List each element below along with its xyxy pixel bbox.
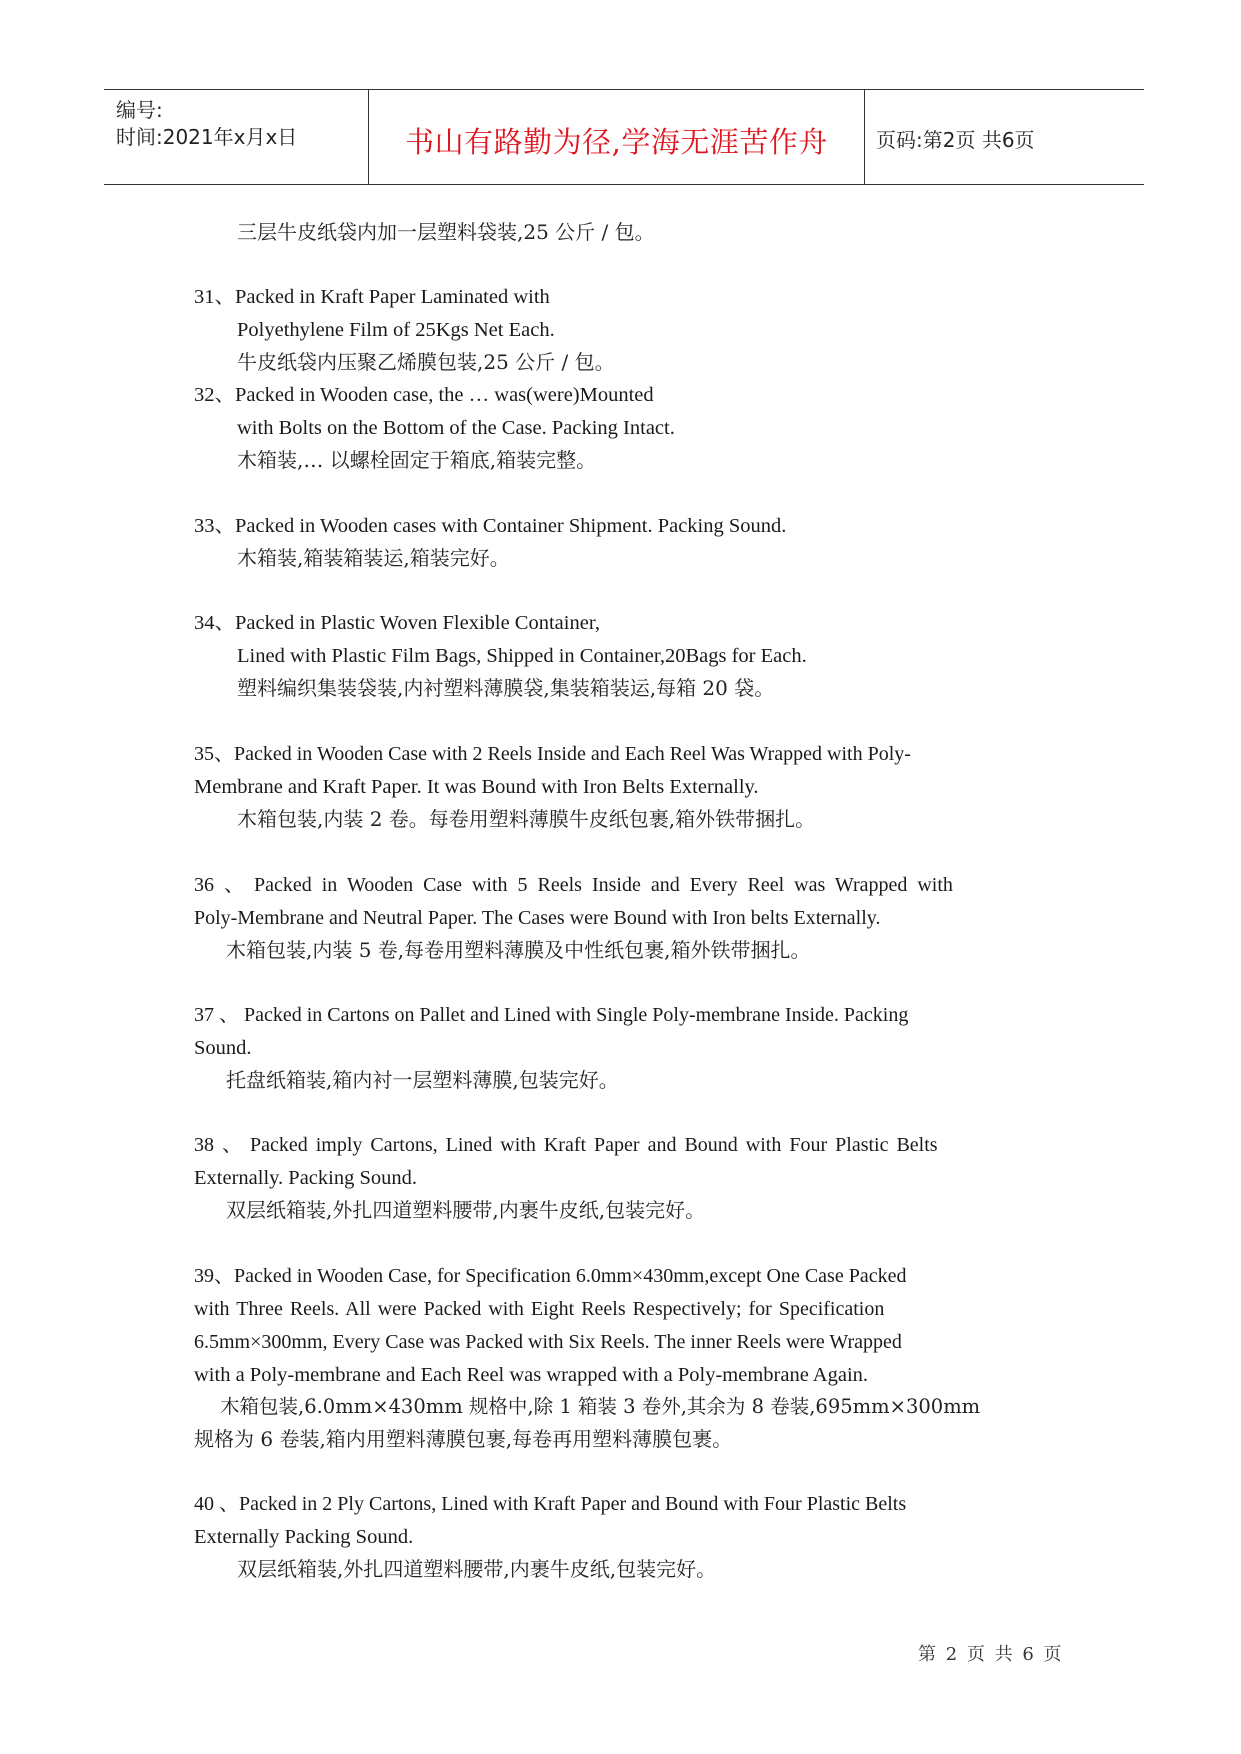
body-line: Polyethylene Film of 25Kgs Net Each. xyxy=(237,319,555,341)
header-table xyxy=(104,89,1144,185)
list-item-33: 33、Packed in Wooden cases with Container Shipment. Packing Sound. xyxy=(194,515,787,537)
body-line: 三层牛皮纸袋内加一层塑料袋装,25 公斤 / 包。 xyxy=(237,220,655,244)
list-item-38: 38 、 Packed imply Cartons, Lined with Kraft Paper and Bound with Four Plastic Belts xyxy=(194,1134,938,1156)
body-line: Lined with Plastic Film Bags, Shipped in Container,20Bags for Each. xyxy=(237,645,807,667)
body-line: 木箱包装,6.0mm×430mm 规格中,除 1 箱装 3 卷外,其余为 8 卷装,695mm×300mm xyxy=(220,1395,981,1418)
body-line: with a Poly-membrane and Each Reel was wrapped with a Poly-membrane Again. xyxy=(194,1364,869,1386)
body-line: 双层纸箱装,外扎四道塑料腰带,内裹牛皮纸,包装完好。 xyxy=(226,1198,706,1222)
page-footer: 第 2 页 共 6 页 xyxy=(918,1644,1064,1665)
body-line: Externally Packing Sound. xyxy=(194,1526,414,1548)
body-line: 规格为 6 卷装,箱内用塑料薄膜包裹,每卷再用塑料薄膜包裹。 xyxy=(194,1427,733,1451)
list-item-40: 40 、Packed in 2 Ply Cartons, Lined with Kraft Paper and Bound with Four Plastic Belts xyxy=(194,1493,907,1515)
body-line: 木箱包装,内装 2 卷。每卷用塑料薄膜牛皮纸包裹,箱外铁带捆扎。 xyxy=(237,807,816,831)
header-page-cell xyxy=(864,90,1144,184)
body-line: Externally. Packing Sound. xyxy=(194,1167,417,1189)
body-line: 木箱装,… 以螺栓固定于箱底,箱装完整。 xyxy=(237,448,597,472)
page-info: 页码:第2页 共6页 xyxy=(876,128,1035,152)
body-line: 木箱装,箱装箱装运,箱装完好。 xyxy=(237,546,510,570)
body-line: 6.5mm×300mm, Every Case was Packed with Six Reels. The inner Reels were Wrapped xyxy=(194,1331,902,1353)
list-item-39: 39、Packed in Wooden Case, for Specification 6.0mm×430mm,except One Case Packed xyxy=(194,1265,907,1287)
body-line: 托盘纸箱装,箱内衬一层塑料薄膜,包装完好。 xyxy=(226,1068,619,1092)
list-item-34: 34、Packed in Plastic Woven Flexible Container, xyxy=(194,612,600,634)
list-item-32: 32、Packed in Wooden case, the … was(were)Mounted xyxy=(194,384,654,406)
list-item-36: 36 、 Packed in Wooden Case with 5 Reels Inside and Every Reel was Wrapped with xyxy=(194,874,953,896)
document-time-label: 时间:2021年x月x日 xyxy=(116,125,298,149)
body-line: with Three Reels. All were Packed with Eight Reels Respectively; for Specification xyxy=(194,1298,885,1320)
body-line: 牛皮纸袋内压聚乙烯膜包装,25 公斤 / 包。 xyxy=(237,350,615,374)
header-info-cell xyxy=(104,90,368,184)
body-line: 塑料编织集装袋装,内衬塑料薄膜袋,集装箱装运,每箱 20 袋。 xyxy=(237,676,775,700)
motto-text: 书山有路勤为径,学海无涯苦作舟 xyxy=(405,125,828,159)
list-item-35: 35、Packed in Wooden Case with 2 Reels Inside and Each Reel Was Wrapped with Poly- xyxy=(194,743,911,765)
document-number-label: 编号: xyxy=(116,98,163,122)
body-line: Poly-Membrane and Neutral Paper. The Cases were Bound with Iron belts Externally. xyxy=(194,907,881,929)
body-line: Membrane and Kraft Paper. It was Bound with Iron Belts Externally. xyxy=(194,776,759,798)
body-line: with Bolts on the Bottom of the Case. Packing Intact. xyxy=(237,417,675,439)
list-item-37: 37 、 Packed in Cartons on Pallet and Lined with Single Poly-membrane Inside. Packing xyxy=(194,1004,909,1026)
body-line: 木箱包装,内装 5 卷,每卷用塑料薄膜及中性纸包裹,箱外铁带捆扎。 xyxy=(226,938,811,962)
body-line: Sound. xyxy=(194,1037,252,1059)
body-line: 双层纸箱装,外扎四道塑料腰带,内裹牛皮纸,包装完好。 xyxy=(237,1557,717,1581)
header-motto-cell xyxy=(368,90,865,184)
list-item-31: 31、Packed in Kraft Paper Laminated with xyxy=(194,286,550,308)
